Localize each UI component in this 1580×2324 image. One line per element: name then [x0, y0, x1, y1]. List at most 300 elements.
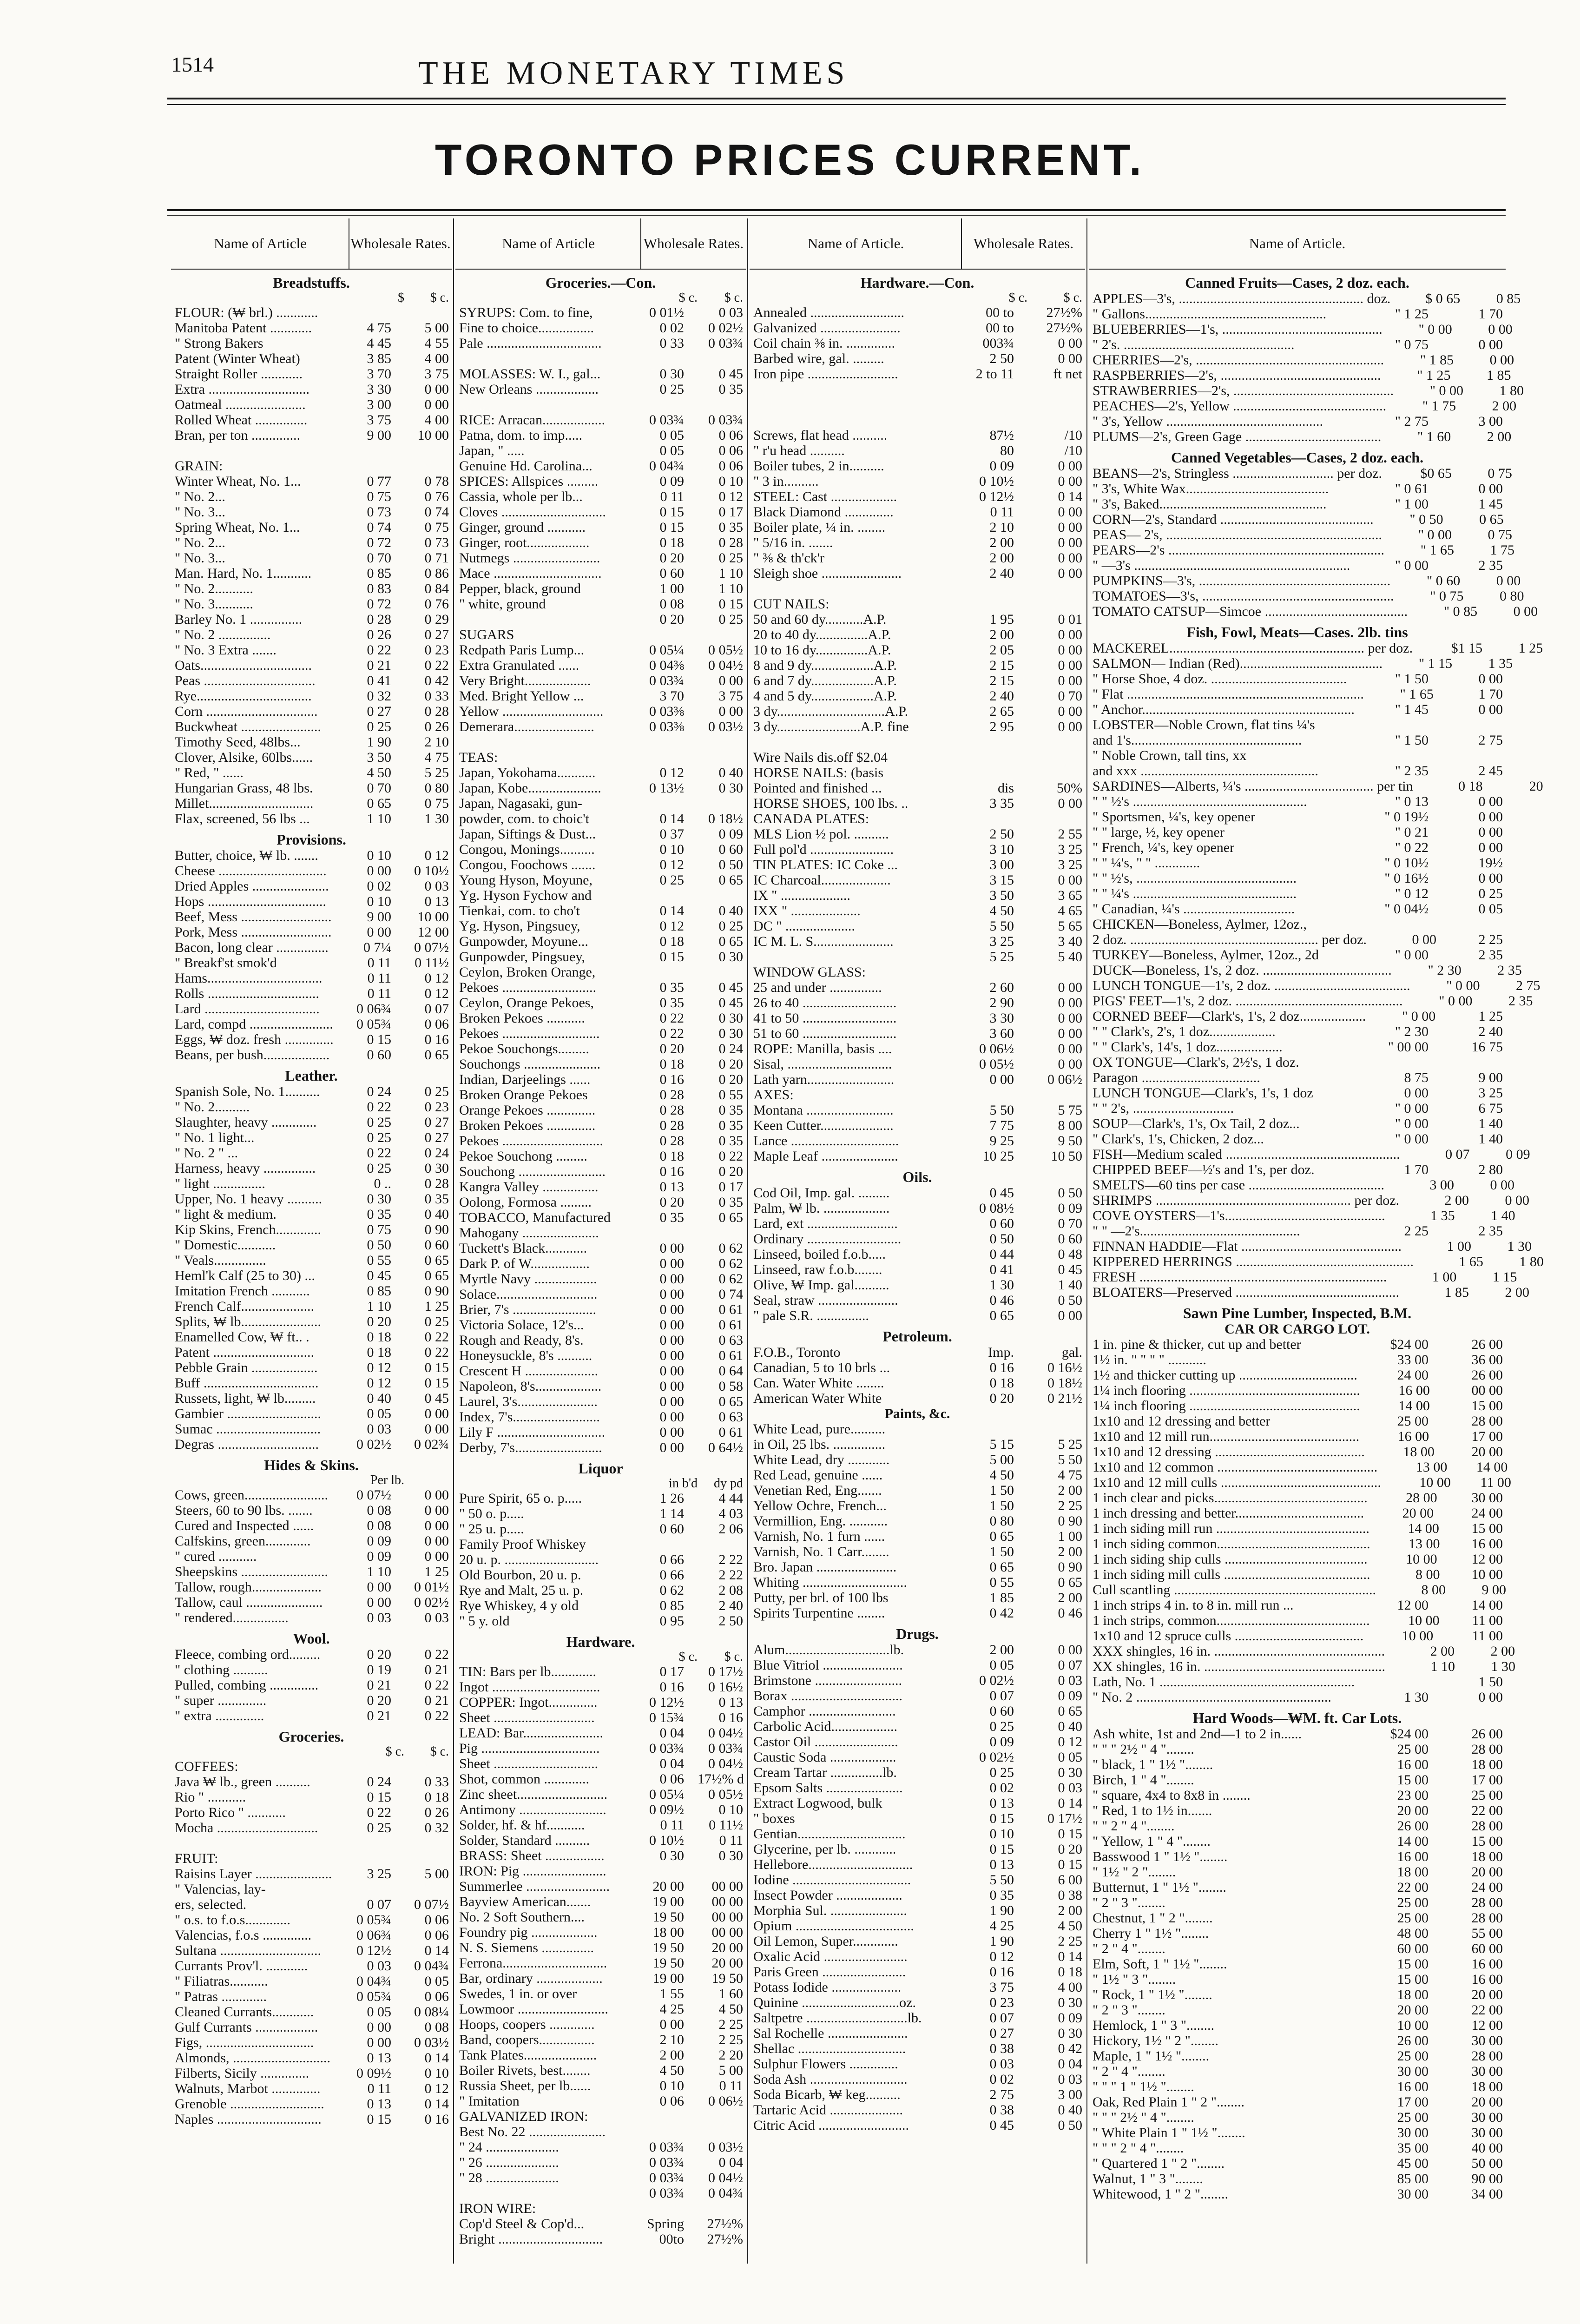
rate-low: 0 20: [367, 1647, 391, 1662]
article-name: " Noble Crown, tall tins, xx: [1093, 748, 1247, 763]
rate-high: 0 90: [424, 1283, 449, 1299]
price-row: [455, 1506, 746, 1521]
price-row: [1089, 1085, 1506, 1101]
rate-low: 0 03⅜: [649, 704, 684, 719]
price-row: [1089, 1254, 1544, 1269]
rate-high: 0 42: [424, 673, 449, 688]
price-row: [750, 2118, 1085, 2133]
price-row: [455, 1379, 746, 1394]
rate-low: 3 35: [989, 796, 1014, 811]
article-name: Tartaric Acid .....................: [753, 2102, 903, 2118]
price-row: [455, 2185, 746, 2201]
rate-low: 35 00: [1397, 2140, 1429, 2156]
price-row: [750, 2026, 1085, 2041]
wholesale-rates: [955, 1842, 1085, 1857]
rate-low: 18 00: [1403, 1444, 1435, 1459]
rate-low: " 1 50: [1395, 671, 1429, 687]
wholesale-rates: [1359, 1726, 1506, 1742]
wholesale-rates: [1359, 794, 1506, 809]
wholesale-rates: [342, 1253, 452, 1268]
rate-low: 0 03⅜: [649, 719, 684, 734]
article-name: Solace.............................: [459, 1287, 598, 1302]
rate-high: 0 00: [424, 397, 449, 412]
rate-low: 4 25: [659, 2001, 684, 2017]
rate-high: 4 44: [718, 1491, 743, 1506]
wholesale-rates: [955, 1780, 1085, 1796]
wholesale-rates: [342, 688, 452, 704]
rate-low: 0 75: [367, 1222, 391, 1237]
rate-low: 0 03: [367, 1958, 391, 1974]
article-name: Seal, straw .......................: [753, 1293, 898, 1308]
price-row: [171, 612, 452, 627]
rate-low: 0 00: [659, 1317, 684, 1333]
rate-low: 0 20: [367, 1314, 391, 1329]
wholesale-rates: [1408, 604, 1540, 619]
rate-high: 0 74: [424, 504, 449, 520]
rate-low: 0 25: [367, 1820, 391, 1835]
article-name: Hops ..................................: [175, 894, 326, 909]
rate-high: 30 00: [1471, 2110, 1503, 2125]
article-name: Barbed wire, gal. .........: [753, 351, 884, 366]
price-row: [1089, 1521, 1506, 1536]
price-row: [750, 1529, 1085, 1544]
rate-high: 0 55: [718, 1087, 743, 1103]
rate-low: 19 00: [652, 1894, 684, 1909]
wholesale-rates: [634, 1210, 746, 1225]
article-name: COPPER: Ingot..............: [459, 1695, 598, 1710]
article-name: CUT NAILS:: [753, 596, 830, 612]
wholesale-rates: [342, 1805, 452, 1820]
wholesale-rates: [955, 612, 1085, 627]
rate-high: 0 26: [424, 1805, 449, 1820]
rate-low: 0 85: [659, 1598, 684, 1613]
rate-low: 2 15: [989, 658, 1014, 673]
price-row: [171, 535, 452, 550]
rate-low: 00 to: [986, 305, 1014, 320]
price-row: [171, 1789, 452, 1805]
rate-low: 0 16: [989, 1964, 1014, 1980]
price-row: [455, 2047, 746, 2063]
price-row: [455, 550, 746, 566]
article-name: Spirits Turpentine ........: [753, 1605, 885, 1621]
article-name: Lily F ...............................: [459, 1425, 606, 1440]
wholesale-rates: [342, 894, 452, 909]
rate-low: 0 26: [367, 627, 391, 642]
wholesale-rates: [1359, 1413, 1506, 1429]
rate-low: 0 21: [367, 1708, 391, 1723]
wholesale-rates: [955, 888, 1085, 903]
wholesale-rates: [634, 1256, 746, 1271]
article-name: " Anchor.............................................................: [1093, 702, 1355, 717]
wholesale-rates: [634, 1879, 746, 1894]
wholesale-rates: [634, 1583, 746, 1598]
wholesale-rates: [955, 1642, 1085, 1657]
wholesale-rates: [342, 1268, 452, 1283]
article-name: Caustic Soda ...................: [753, 1750, 896, 1765]
wholesale-rates: [342, 1774, 452, 1789]
rate-low: " 0 00: [1446, 978, 1480, 993]
price-row: [750, 1719, 1085, 1734]
rate-high: 0 08: [424, 2020, 449, 2035]
rate-high: 2 25: [1058, 1498, 1082, 1513]
rate-low: 45 00: [1397, 2156, 1429, 2171]
price-row: [455, 1348, 746, 1363]
rate-low: 0 55: [989, 1575, 1014, 1590]
wholesale-rates: [1359, 481, 1506, 496]
wholesale-rates: [634, 980, 746, 995]
article-name: Almonds, ............................: [175, 2050, 331, 2066]
price-row: [750, 1544, 1085, 1559]
rate-high: 10 50: [1051, 1149, 1082, 1164]
rate-high: 0 46: [1058, 1605, 1082, 1621]
rate-high: 5 00: [718, 2063, 743, 2078]
wholesale-rates: [342, 1912, 452, 1928]
rate-low: 0 66: [659, 1567, 684, 1583]
article-name: LOBSTER—Noble Crown, flat tins ¼'s: [1093, 717, 1315, 733]
unit-label: $ c.: [678, 1650, 698, 1664]
wholesale-rates: [1359, 733, 1506, 748]
rate-low: 0 08: [659, 596, 684, 612]
price-row: [1089, 717, 1506, 733]
rate-high: 5 75: [1058, 1103, 1082, 1118]
rate-high: 3 25: [1478, 1085, 1503, 1101]
wholesale-rates: [634, 2155, 746, 2170]
masthead: THE MONETARY TIMES: [418, 55, 849, 91]
wholesale-rates: [342, 1017, 452, 1032]
rate-low: 2 75: [989, 2087, 1014, 2102]
wholesale-rates: [342, 971, 452, 986]
wholesale-rates: [634, 2047, 746, 2063]
price-row: [750, 1133, 1085, 1149]
price-row: [1089, 1849, 1506, 1864]
rate-high: 0 12: [424, 971, 449, 986]
wholesale-rates: [342, 1421, 452, 1437]
wholesale-rates: [634, 1664, 746, 1679]
price-row: [455, 1149, 746, 1164]
article-name: 1x10 and 12 dressing ...........................................: [1093, 1444, 1365, 1459]
price-row: [455, 627, 746, 642]
wholesale-rates: [1359, 2048, 1506, 2064]
wholesale-rates: [634, 1287, 746, 1302]
article-name: " super ..............: [175, 1693, 267, 1708]
rate-low: 1 26: [659, 1491, 684, 1506]
price-row: [171, 924, 452, 940]
article-name: XX shingles, 16 in. ....................................................: [1093, 1659, 1385, 1674]
column-header-name: Name of Article: [214, 235, 307, 251]
rate-high: 30 00: [1471, 2064, 1503, 2079]
column-divider: [1086, 218, 1087, 2264]
price-row: [1089, 1490, 1506, 1505]
article-name: Wire Nails dis.off $2.04: [753, 750, 888, 765]
wholesale-rates: [1377, 1459, 1510, 1475]
rate-low: 0 07: [989, 1688, 1014, 1703]
wholesale-rates: [1364, 687, 1506, 702]
rate-low: " 2 30: [1395, 1024, 1429, 1039]
wholesale-rates: [955, 688, 1085, 704]
article-name: Chestnut, 1 " 2 "........: [1093, 1910, 1213, 1926]
wholesale-rates: [955, 1734, 1085, 1750]
article-name: " Clark's, 1's, Chicken, 2 doz...: [1093, 1131, 1264, 1147]
wholesale-rates: [342, 765, 452, 780]
price-row: [750, 842, 1085, 857]
wholesale-rates: [955, 428, 1085, 443]
article-name: Ceylon, Broken Orange,: [459, 964, 596, 980]
article-name: COVE OYSTERS—1's..............................................: [1093, 1208, 1385, 1223]
article-name: Indian, Darjeelings ......: [459, 1072, 591, 1087]
price-row: [455, 826, 746, 842]
price-row: [750, 1375, 1085, 1391]
wholesale-rates: [955, 980, 1085, 995]
rate-high: 27½%: [1046, 305, 1082, 320]
rate-low: " 0 00: [1402, 1009, 1436, 1024]
rate-high: 0 45: [718, 366, 743, 382]
wholesale-rates: [342, 1708, 452, 1723]
rate-low: 1 30: [1404, 1690, 1429, 1705]
article-name: Paris Green ........................: [753, 1964, 906, 1980]
price-row: [1089, 1398, 1506, 1413]
wholesale-rates: [1359, 1429, 1506, 1444]
article-name: Japan, Yokohama...........: [459, 765, 596, 780]
price-row: [750, 1041, 1085, 1056]
price-row: [455, 1195, 746, 1210]
price-row: [171, 1299, 452, 1314]
rate-low: 0 11: [367, 986, 391, 1001]
article-name: " No. 2 " ...: [175, 1145, 238, 1161]
rate-high: 0 30: [718, 949, 743, 964]
price-row: [750, 489, 1085, 504]
price-row: [171, 2004, 452, 2020]
price-row: [455, 1287, 746, 1302]
wholesale-rates: [634, 305, 746, 320]
rate-high: 0 00: [1478, 809, 1503, 825]
article-name: Borax ................................: [753, 1688, 902, 1703]
rate-low: 0 18: [659, 1056, 684, 1072]
rate-high: 4 00: [424, 412, 449, 428]
rate-low: 0 19: [367, 1662, 391, 1677]
rate-high: 0 03¾: [708, 336, 743, 351]
wholesale-rates: [955, 1765, 1085, 1780]
rate-high: 0 14: [1058, 1796, 1082, 1811]
price-row: [750, 397, 1085, 412]
price-row: [750, 765, 1085, 780]
wholesale-rates: [634, 2185, 746, 2201]
wholesale-rates: [342, 1360, 452, 1375]
article-name: " Strong Bakers: [175, 336, 263, 351]
wholesale-rates: [1384, 1177, 1517, 1193]
article-name: " clothing ..........: [175, 1662, 268, 1677]
article-name: " Rock, 1 " 1½ "........: [1093, 1987, 1212, 2002]
rate-high: 0 11½: [415, 955, 449, 971]
rate-high: 2 35: [1478, 947, 1503, 963]
rate-high: 0 12: [424, 986, 449, 1001]
article-name: Montana .........................: [753, 1103, 894, 1118]
price-row: [455, 918, 746, 934]
price-row: [750, 1185, 1085, 1201]
wholesale-rates: [634, 2063, 746, 2078]
rate-high: 0 00: [1058, 474, 1082, 489]
price-row: [171, 1115, 452, 1130]
rate-high: 2 00: [1490, 1644, 1515, 1659]
wholesale-rates: [342, 351, 452, 366]
article-name: Heml'k Calf (25 to 30) ...: [175, 1268, 316, 1283]
rate-low: " 0 04½: [1384, 901, 1429, 917]
price-row: [750, 2010, 1085, 2026]
rate-high: 0 65: [424, 1253, 449, 1268]
rate-high: 0 76: [424, 596, 449, 612]
rate-low: 0 00: [659, 1256, 684, 1271]
article-name: " Horse Shoe, 4 doz. .......................................: [1093, 671, 1347, 687]
price-row: [750, 1734, 1085, 1750]
article-name: " Quartered 1 " 2 "........: [1093, 2156, 1225, 2171]
price-row: [750, 688, 1085, 704]
rate-low: 0 15: [989, 1842, 1014, 1857]
wholesale-rates: [342, 1897, 452, 1912]
rate-low: " 1 85: [1420, 352, 1454, 368]
rate-high: 0 14: [424, 2050, 449, 2066]
wholesale-rates: [342, 780, 452, 796]
rate-high: 0 64: [718, 1363, 743, 1379]
price-row: [455, 1909, 746, 1925]
price-row: [1089, 368, 1511, 383]
rate-low: 0 15: [989, 1811, 1014, 1826]
wholesale-rates: [634, 719, 746, 734]
price-row: [171, 1487, 452, 1503]
price-row: [1089, 1024, 1506, 1039]
article-name: Broken Pekoes ..............: [459, 1118, 596, 1133]
rate-high: 2 50: [718, 1613, 743, 1629]
rate-low: 0 85: [367, 566, 391, 581]
wholesale-rates: [342, 428, 452, 443]
rate-low: 19 50: [652, 1940, 684, 1955]
rate-high: 0 27: [424, 627, 449, 642]
rate-low: 8 00: [1415, 1567, 1440, 1582]
article-name: " " " 2½ " 4 "........: [1093, 2110, 1194, 2125]
article-name: Boiler Rivets, best........: [459, 2063, 591, 2078]
price-row: [750, 1149, 1085, 1164]
rate-high: 0 45: [718, 995, 743, 1010]
price-row: [171, 2035, 452, 2050]
rate-high: 5 25: [424, 765, 449, 780]
rate-low: 2 65: [989, 704, 1014, 719]
article-name: " square, 4x4 to 8x8 in ........: [1093, 1788, 1251, 1803]
rate-low: 0 11: [660, 1817, 684, 1833]
price-row: [171, 704, 452, 719]
unit-label: $ c.: [1063, 290, 1082, 305]
price-row: [455, 351, 746, 366]
rate-low: 4 45: [367, 336, 391, 351]
rate-high: 0 74: [718, 1287, 743, 1302]
article-name: Redpath Paris Lump...: [459, 642, 585, 658]
article-name: and 1's.................................................: [1093, 733, 1302, 748]
rate-low: 0 02½: [979, 1750, 1014, 1765]
wholesale-rates: [955, 1995, 1085, 2010]
wholesale-rates: [955, 1605, 1085, 1621]
rate-high: 1 70: [1478, 306, 1503, 322]
rate-high: 0 00: [1505, 1193, 1530, 1208]
rate-high: 1 30: [1507, 1239, 1532, 1254]
article-name: F.O.B., Toronto: [753, 1345, 841, 1360]
rate-high: 60 00: [1471, 1941, 1503, 1956]
wholesale-rates: [634, 1894, 746, 1909]
rate-high: 0 65: [424, 1268, 449, 1283]
article-name: Solder, hf. & hf...........: [459, 1817, 585, 1833]
rate-high: 0 00: [1058, 504, 1082, 520]
article-name: Spanish Sole, No. 1..........: [175, 1084, 320, 1099]
rate-low: 1 90: [367, 734, 391, 750]
wholesale-rates: [634, 2017, 746, 2032]
article-name: and xxx ...................................................: [1093, 763, 1318, 779]
wholesale-rates: [634, 704, 746, 719]
rate-low: 0 00: [367, 863, 391, 878]
article-name: N. S. Siemens ...............: [459, 1940, 594, 1955]
rate-high: 0 09: [1058, 1688, 1082, 1703]
wholesale-rates: [342, 1329, 452, 1345]
wholesale-rates: [634, 1986, 746, 2001]
rate-low: 3 70: [367, 366, 391, 382]
article-name: DC " ....................: [753, 918, 855, 934]
price-row: [171, 550, 452, 566]
rate-high: 0 16: [718, 1710, 743, 1725]
rate-low: 1 50: [989, 1544, 1014, 1559]
price-row: [1089, 840, 1506, 855]
price-row: [455, 673, 746, 688]
price-row: [455, 2109, 746, 2124]
rate-high: 00 00: [711, 1879, 743, 1894]
article-name: Red Lead, genuine ......: [753, 1467, 883, 1483]
article-name: Hickory, 1½ " 2 "........: [1093, 2033, 1218, 2048]
price-row: [750, 581, 1085, 596]
rate-high: 0 03¾: [708, 412, 743, 428]
article-name: Tienkai, com. to cho't: [459, 903, 580, 918]
rate-high: 3 75: [718, 688, 743, 704]
rate-low: 0 15: [659, 520, 684, 535]
rate-high: 0 75: [1488, 466, 1512, 481]
article-name: CHERRIES—2's, ......................................................: [1093, 352, 1384, 368]
rate-high: 0 24: [424, 1145, 449, 1161]
rate-low: 0 12: [367, 1375, 391, 1391]
wholesale-rates: [634, 1271, 746, 1287]
price-row: [455, 1425, 746, 1440]
article-name: Venetian Red, Eng.......: [753, 1483, 882, 1498]
article-name: Dried Apples ......................: [175, 878, 329, 894]
wholesale-rates: [1359, 825, 1506, 840]
rate-high: 9 00: [1481, 1582, 1506, 1598]
rate-high: 0 42: [1058, 2041, 1082, 2056]
rate-high: 16 75: [1471, 1039, 1503, 1055]
rate-low: 0 35: [659, 995, 684, 1010]
price-row: [171, 1161, 452, 1176]
wholesale-rates: [955, 1072, 1085, 1087]
price-row: [171, 1032, 452, 1047]
wholesale-rates: [955, 1375, 1085, 1391]
price-row: [1089, 640, 1543, 656]
article-name: Annealed ...........................: [753, 305, 904, 320]
article-name: " Yellow, 1 " 4 "........: [1093, 1834, 1211, 1849]
price-row: [1089, 794, 1506, 809]
rate-low: 0 00: [367, 1595, 391, 1610]
rate-low: 0 50: [989, 1231, 1014, 1247]
article-name: Old Bourbon, 20 u. p.: [459, 1567, 581, 1583]
price-row: [171, 1391, 452, 1406]
price-row: [455, 1971, 746, 1986]
wholesale-rates: [634, 1756, 746, 1771]
price-row: [1089, 779, 1543, 794]
rate-low: 26 00: [1397, 1818, 1429, 1834]
article-name: IRON: Pig ........................: [459, 1863, 606, 1879]
wholesale-rates: [634, 1848, 746, 1863]
price-row: [171, 627, 452, 642]
rate-high: 0 35: [718, 520, 743, 535]
